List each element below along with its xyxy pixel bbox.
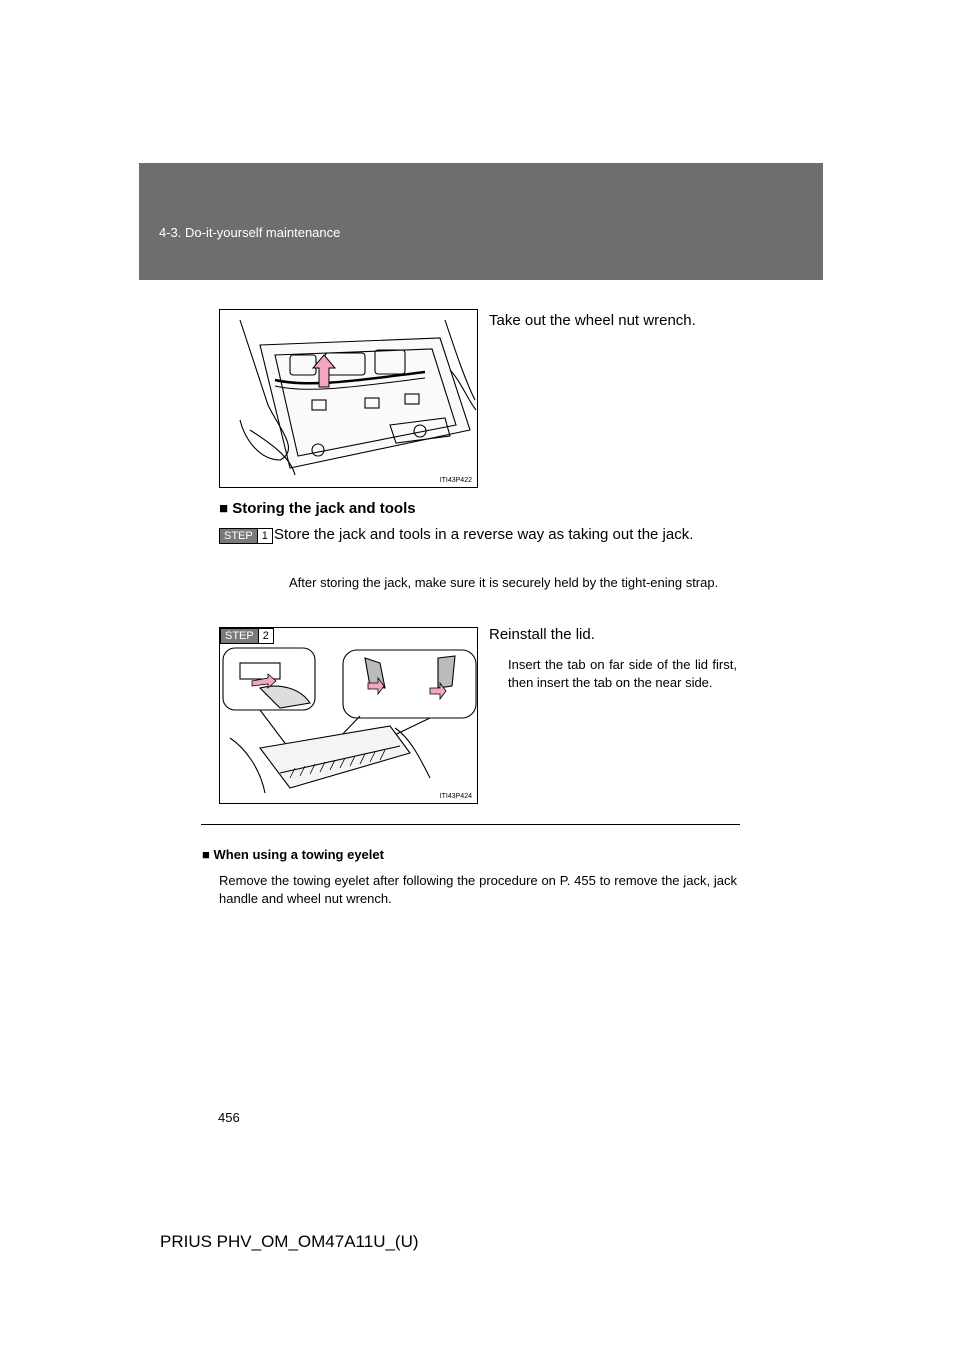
step-word: STEP [221,629,258,643]
towing-text: Remove the towing eyelet after following the procedure on P. 455 to remove the jack, jack handle and wheel nut wrench. [219,873,737,906]
step-word: STEP [220,529,257,543]
square-bullet-icon: ■ [202,847,210,862]
step-2-note: Insert the tab on far side of the lid first, then insert the tab on the near side. [508,657,737,690]
lid-drawing [220,628,477,803]
footer-doc-id: PRIUS PHV_OM_OM47A11U_(U) [160,1232,419,1251]
lid-illustration [219,627,478,804]
step-1-note: After storing the jack, make sure it is securely held by the tight-ening strap. [289,575,719,590]
step-2-badge [220,628,274,644]
step-1-badge [219,528,273,544]
wrench-drawing [220,310,477,487]
step-1-text: Store the jack and tools in a reverse way as taking out the jack. [274,526,694,543]
figure-code: ITI43P424 [439,793,472,800]
towing-heading [202,846,384,864]
square-bullet-icon: ■ [219,500,229,517]
take-out-wrench-text: Take out the wheel nut wrench. [489,312,696,329]
towing-heading-text: When using a towing eyelet [213,847,384,862]
section-title: 4-3. Do-it-yourself maintenance [159,225,341,240]
page-number: 456 [218,1110,240,1125]
step-number: 1 [257,529,272,543]
storing-heading-text: Storing the jack and tools [232,500,416,517]
divider [201,824,740,825]
storing-heading [219,500,416,517]
header-band [139,163,823,280]
wrench-illustration [219,309,478,488]
step-number: 2 [258,629,273,643]
figure-code: ITI43P422 [439,477,472,484]
step-2-text: Reinstall the lid. [489,626,595,643]
